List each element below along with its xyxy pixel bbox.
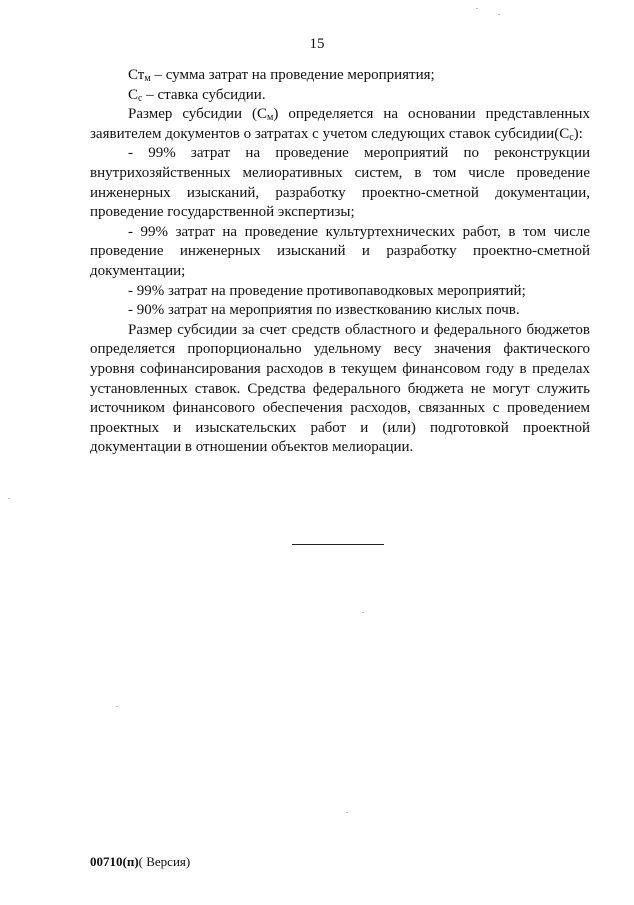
document-body xyxy=(90,66,590,458)
scan-speck xyxy=(346,812,348,813)
page-number: 15 xyxy=(309,36,325,52)
definition-stm: $Ст_м$ – сумма затрат на проведение мероприятия; xyxy=(128,67,435,84)
footer xyxy=(90,854,190,870)
scan-speck xyxy=(116,706,118,707)
rate-item-culturtechnical: - 99% затрат на проведение культуртехнических работ, в том числе проведение инженерных изысканий и разработку проектно-сметной документации; xyxy=(90,223,590,279)
version-label: ( Версия) xyxy=(138,854,191,869)
scan-speck xyxy=(362,612,364,613)
definition-cc: $С_с$ – ставка субсидии. xyxy=(128,86,266,104)
scan-speck xyxy=(476,8,478,9)
cofinancing-paragraph: Размер субсидии за счет средств областного и федерального бюджетов определяется пропорционально удельному весу значения фактического уровня софинансирования расходов в текущем финансовом году в пределах установленных ставок. Средства федерального бюджета не могут служить источником финансового обеспечения расходов, связанных с проведением проектных и изыскательских работ и (или) подготовкой проектной документации в отношении объектов мелиорации. xyxy=(90,321,590,456)
subsidy-size-paragraph: Размер субсидии $(С_м)$ определяется на основании представленных заявителем документов о затратах с учетом следующих ставок $субсидии(С_с)$: xyxy=(90,106,590,143)
scan-speck xyxy=(498,14,500,15)
section-divider xyxy=(292,544,384,545)
rate-item-flood-protection: - 99% затрат на проведение противопаводковых мероприятий; xyxy=(128,282,526,299)
scan-speck xyxy=(8,498,10,499)
rate-item-liming: - 90% затрат на мероприятия по известкованию кислых почв. xyxy=(128,302,520,319)
rate-item-reconstruction: - 99% затрат на проведение мероприятий по реконструкции внутрихозяйственных мелиоративных систем, в том числе проведение инженерных изысканий, разработку проектно-сметной документации, проведение государственной экспертизы; xyxy=(90,145,590,221)
document-code: 00710(п) xyxy=(90,854,139,869)
